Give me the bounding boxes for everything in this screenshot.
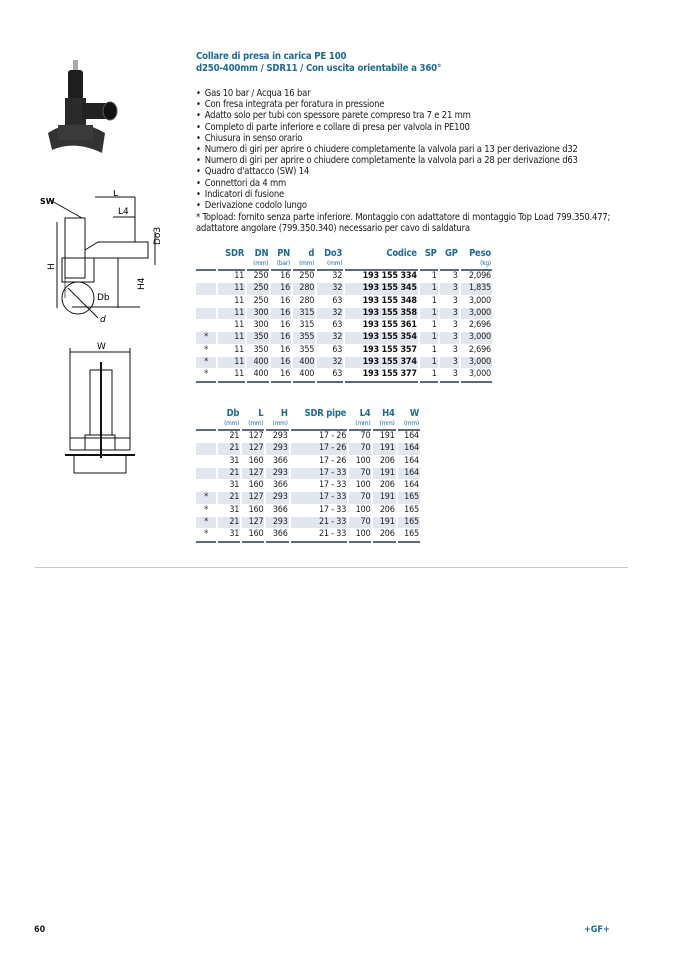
table-cell: 21 xyxy=(218,517,240,528)
table-cell: 3 xyxy=(440,269,459,282)
table-cell: 165 xyxy=(398,492,420,503)
header-label: SDR pipe xyxy=(304,408,347,419)
column-header xyxy=(345,249,418,268)
table-cell: 193 155 348 xyxy=(362,295,417,306)
label-d: d xyxy=(100,315,106,325)
column-header xyxy=(247,249,269,268)
table-cell: 11 xyxy=(234,344,245,355)
table-cell: 164 xyxy=(404,455,419,466)
table-cell: 206 xyxy=(379,504,395,515)
table-cell: 1,835 xyxy=(461,283,492,294)
table-cell: 400 xyxy=(293,357,315,368)
table-cell: 1 xyxy=(431,344,437,355)
topload-note: * Topload: fornito senza parte inferiore. Montaggio con adattatore di montaggio Top Load 799.350.477; adattatore angolare (799.350.340) necessario per cavo di saldatura xyxy=(196,212,611,235)
topload-marker xyxy=(196,283,216,294)
feature-item: • Gas 10 bar / Acqua 16 bar xyxy=(196,88,578,99)
table-cell: 3 xyxy=(452,295,458,306)
table-cell: 70 xyxy=(349,468,371,479)
table-cell: 165 xyxy=(404,504,419,515)
feature-item: • Con fresa integrata per foratura in pressione xyxy=(196,99,578,110)
table-cell: 160 xyxy=(248,455,264,466)
header-unit: (mm) xyxy=(403,419,419,427)
table-cell: 250 xyxy=(253,295,269,306)
feature-item: • Numero di giri per aprire o chiudere completamente la valvola pari a 28 per derivazione d63 xyxy=(196,155,578,166)
table-cell: 11 xyxy=(218,332,245,343)
table-cell: 32 xyxy=(317,357,343,368)
table-cell: 16 xyxy=(271,308,291,319)
table-cell: 32 xyxy=(317,332,343,343)
header-label: W xyxy=(409,408,419,419)
table-row xyxy=(196,345,492,356)
table-cell: 16 xyxy=(271,332,291,343)
table-cell: 193 155 361 xyxy=(362,320,417,331)
feature-item: • Numero di giri per aprire o chiudere completamente la valvola pari a 13 per derivazione d32 xyxy=(196,144,578,155)
table-cell: 165 xyxy=(398,517,420,528)
table-cell: 70 xyxy=(349,429,371,442)
table-cell: 63 xyxy=(317,369,343,382)
table-cell: 21 xyxy=(218,492,240,503)
table-cell: 400 xyxy=(293,369,315,382)
table-cell: 21 - 33 xyxy=(291,517,348,528)
header-label: SDR xyxy=(225,248,245,259)
header-label: H4 xyxy=(382,408,395,419)
column-header xyxy=(293,249,315,268)
table-cell: 3 xyxy=(440,283,459,294)
table-cell: 300 xyxy=(247,308,269,319)
header-unit xyxy=(292,419,347,428)
table-cell: 366 xyxy=(272,504,288,515)
header-label: H xyxy=(280,408,288,419)
table-row xyxy=(196,283,492,294)
header-unit: (kg) xyxy=(480,259,491,267)
gf-logo: +GF+ xyxy=(584,925,610,935)
topload-marker xyxy=(196,296,216,307)
table-cell: 2,696 xyxy=(468,320,491,331)
table-row xyxy=(196,320,492,331)
table-cell: 16 xyxy=(271,369,291,382)
table-cell: 21 xyxy=(218,429,240,442)
header-unit: (bar) xyxy=(276,259,291,267)
column-header xyxy=(398,409,420,428)
table-row xyxy=(196,369,492,382)
table-cell: 1 xyxy=(420,283,438,294)
table-cell: 366 xyxy=(272,480,288,491)
table-row xyxy=(196,443,420,454)
table-row xyxy=(196,429,420,442)
table-cell: 16 xyxy=(280,320,291,331)
table-cell: 1 xyxy=(420,332,438,343)
divider xyxy=(35,567,628,568)
table-cell: 3,000 xyxy=(468,295,491,306)
header-unit xyxy=(197,414,215,423)
topload-marker xyxy=(196,320,216,331)
header-label: GP xyxy=(444,248,458,259)
table-cell: 3 xyxy=(440,369,459,382)
table-cell: 206 xyxy=(373,529,395,542)
column-header xyxy=(196,249,216,268)
header-unit: (mm) xyxy=(272,419,288,427)
table-row xyxy=(196,332,492,343)
topload-marker: * xyxy=(204,504,208,515)
column-header xyxy=(291,409,348,428)
column-header xyxy=(461,249,492,268)
column-header xyxy=(218,249,245,268)
table-row xyxy=(196,529,420,542)
table-row xyxy=(196,296,492,307)
table-cell: 160 xyxy=(248,480,264,491)
table-cell: 11 xyxy=(218,357,245,368)
topload-marker: * xyxy=(196,332,216,343)
header-label: Codice xyxy=(386,248,417,259)
table-row xyxy=(196,456,420,467)
column-header xyxy=(196,409,216,428)
table-cell: 355 xyxy=(293,332,315,343)
label-do3: Do3 xyxy=(153,226,163,245)
header-label: L xyxy=(258,408,264,419)
table-cell: 191 xyxy=(373,443,395,454)
label-l4: L4 xyxy=(118,207,129,217)
table-cell: 21 xyxy=(218,468,240,479)
table-cell: 160 xyxy=(242,529,264,542)
table-cell: 250 xyxy=(247,283,269,294)
table-cell: 32 xyxy=(317,283,343,294)
table-cell: 70 xyxy=(349,443,371,454)
topload-marker: * xyxy=(196,492,216,503)
header-unit: (mm) xyxy=(379,419,395,427)
topload-marker xyxy=(196,480,216,491)
table-cell: 1 xyxy=(431,320,437,331)
header-unit: (mm) xyxy=(248,419,264,427)
column-header xyxy=(420,249,438,268)
title-line-2: d250-400mm / SDR11 / Con uscita orientabile a 360° xyxy=(196,63,442,74)
table-cell: 280 xyxy=(299,295,315,306)
header-label: d xyxy=(308,248,315,259)
table-cell: 31 xyxy=(218,529,240,542)
table-cell: 191 xyxy=(373,492,395,503)
table-cell: 400 xyxy=(247,357,269,368)
table-cell: 11 xyxy=(218,369,245,382)
table-cell: 191 xyxy=(373,468,395,479)
table-cell: 350 xyxy=(253,344,269,355)
table-cell: 300 xyxy=(253,320,269,331)
table-cell: 3 xyxy=(440,308,459,319)
table-cell: 3 xyxy=(440,357,459,368)
table-row xyxy=(196,492,420,503)
topload-marker xyxy=(196,456,216,467)
header-unit: (mm) xyxy=(299,259,315,267)
feature-item: • Derivazione codolo lungo xyxy=(196,200,578,211)
table-cell: 293 xyxy=(266,517,288,528)
topload-marker xyxy=(196,308,216,319)
feature-item: • Quadro d'attacco (SW) 14 xyxy=(196,166,578,177)
header-label: Peso xyxy=(469,248,491,259)
table-cell: 127 xyxy=(242,429,264,442)
header-label: L4 xyxy=(359,408,371,419)
table-row xyxy=(196,480,420,491)
table-cell: 21 - 33 xyxy=(291,529,348,542)
table-cell: 100 xyxy=(349,529,371,542)
table-cell: 366 xyxy=(266,529,288,542)
feature-item: • Indicatori di fusione xyxy=(196,189,578,200)
table-cell: 63 xyxy=(332,344,343,355)
header-unit: (mm) xyxy=(224,419,240,427)
table-cell: 206 xyxy=(379,455,395,466)
header-unit: (mm) xyxy=(253,259,269,267)
header-label: Db xyxy=(226,408,240,419)
table-cell: 17 - 33 xyxy=(318,504,347,515)
feature-item: • Chiusura in senso orario xyxy=(196,133,578,144)
table-cell: 193 155 374 xyxy=(345,357,418,368)
side-section-drawing xyxy=(40,190,180,340)
header-unit xyxy=(441,259,458,268)
label-h4: H4 xyxy=(137,277,147,290)
feature-item: • Connettori da 4 mm xyxy=(196,178,578,189)
table-cell: 164 xyxy=(398,429,420,442)
table-cell: 164 xyxy=(398,443,420,454)
table-cell: 32 xyxy=(317,269,343,282)
table-cell: 17 - 33 xyxy=(318,480,347,491)
label-l: L xyxy=(113,190,119,199)
table-cell: 11 xyxy=(218,283,245,294)
table-cell: 31 xyxy=(229,504,240,515)
table-row xyxy=(196,468,420,479)
table-cell: 1 xyxy=(420,357,438,368)
page-number: 60 xyxy=(34,925,46,935)
topload-marker: * xyxy=(196,529,216,542)
topload-marker xyxy=(196,429,216,442)
column-header xyxy=(349,409,371,428)
topload-marker xyxy=(196,269,216,282)
table-cell: 32 xyxy=(317,308,343,319)
topload-marker xyxy=(196,468,216,479)
table-cell: 193 155 334 xyxy=(345,269,418,282)
topload-marker: * xyxy=(196,369,216,382)
table-cell: 3,000 xyxy=(461,332,492,343)
table-cell: 160 xyxy=(248,504,264,515)
table-cell: 3,000 xyxy=(461,369,492,382)
table-cell: 16 xyxy=(271,357,291,368)
header-unit xyxy=(346,259,417,268)
table-cell: 1 xyxy=(420,308,438,319)
header-unit: (mm) xyxy=(355,419,371,427)
table-cell: 11 xyxy=(234,320,245,331)
table-cell: 191 xyxy=(373,517,395,528)
title-line-1: Collare di presa in carica PE 100 xyxy=(196,51,347,62)
table-cell: 165 xyxy=(398,529,420,542)
table-cell: 193 155 358 xyxy=(345,308,418,319)
table-cell: 193 155 357 xyxy=(362,344,417,355)
column-header xyxy=(242,409,264,428)
column-header xyxy=(440,249,459,268)
table-cell: 11 xyxy=(234,295,245,306)
table-row xyxy=(196,308,492,319)
table-cell: 127 xyxy=(242,468,264,479)
label-db: Db xyxy=(97,293,110,303)
header-label: SP xyxy=(424,248,437,259)
table-cell: 280 xyxy=(293,283,315,294)
table-cell: 1 xyxy=(431,295,437,306)
column-header xyxy=(317,249,343,268)
product-photo xyxy=(40,55,120,155)
table-cell: 16 xyxy=(280,295,291,306)
column-header xyxy=(218,409,240,428)
label-sw: SW xyxy=(40,197,55,206)
feature-item: • Completo di parte inferiore e collare di presa per valvola in PE100 xyxy=(196,122,578,133)
table-cell: 293 xyxy=(266,429,288,442)
table-cell: 293 xyxy=(266,468,288,479)
header-unit xyxy=(197,254,215,263)
front-view-drawing xyxy=(60,340,140,475)
table-cell: 63 xyxy=(332,320,343,331)
table-cell: 193 155 354 xyxy=(345,332,418,343)
table-cell: 3 xyxy=(440,332,459,343)
table-cell: 193 155 377 xyxy=(345,369,418,382)
table-cell: 31 xyxy=(229,455,240,466)
table-cell: 17 - 33 xyxy=(291,492,348,503)
table-cell: 3 xyxy=(452,320,458,331)
table-cell: 3,000 xyxy=(461,357,492,368)
dimensions-table xyxy=(194,408,422,544)
table-cell: 17 - 33 xyxy=(291,468,348,479)
table-cell: 3,000 xyxy=(461,308,492,319)
table-cell: 17 - 26 xyxy=(291,429,348,442)
table-cell: 315 xyxy=(293,308,315,319)
table-cell: 17 - 26 xyxy=(318,455,347,466)
table-cell: 3 xyxy=(452,344,458,355)
header-unit xyxy=(421,259,437,268)
table-cell: 366 xyxy=(272,455,288,466)
table-cell: 1 xyxy=(420,369,438,382)
table-cell: 16 xyxy=(271,269,291,282)
table-cell: 2,696 xyxy=(468,344,491,355)
label-w: W xyxy=(97,342,106,352)
table-row xyxy=(196,505,420,516)
header-unit xyxy=(219,259,244,268)
topload-marker: * xyxy=(204,344,208,355)
table-cell: 350 xyxy=(247,332,269,343)
table-row xyxy=(196,517,420,528)
table-cell: 17 - 26 xyxy=(291,443,348,454)
table-cell: 31 xyxy=(229,480,240,491)
table-cell: 293 xyxy=(266,443,288,454)
table-cell: 70 xyxy=(349,492,371,503)
table-row xyxy=(196,357,492,368)
table-cell: 293 xyxy=(266,492,288,503)
column-header xyxy=(266,409,288,428)
table-cell: 315 xyxy=(299,320,315,331)
table-row xyxy=(196,269,492,282)
table-cell: 193 155 345 xyxy=(345,283,418,294)
header-unit: (mm) xyxy=(327,259,343,267)
column-header xyxy=(373,409,395,428)
table-cell: 70 xyxy=(349,517,371,528)
table-cell: 127 xyxy=(242,443,264,454)
table-cell: 100 xyxy=(355,480,371,491)
table-cell: 100 xyxy=(355,504,371,515)
topload-marker xyxy=(196,443,216,454)
table-cell: 127 xyxy=(242,517,264,528)
table-cell: 164 xyxy=(404,480,419,491)
table-cell: 63 xyxy=(332,295,343,306)
column-header xyxy=(271,249,291,268)
header-label: PN xyxy=(277,248,291,259)
table-cell: 21 xyxy=(218,443,240,454)
table-cell: 400 xyxy=(247,369,269,382)
header-label: DN xyxy=(254,248,269,259)
table-cell: 100 xyxy=(355,455,371,466)
table-cell: 191 xyxy=(373,429,395,442)
table-cell: 250 xyxy=(247,269,269,282)
table-cell: 16 xyxy=(271,283,291,294)
table-cell: 164 xyxy=(398,468,420,479)
table-cell: 16 xyxy=(280,344,291,355)
product-codes-table xyxy=(194,248,494,384)
table-cell: 206 xyxy=(379,480,395,491)
feature-list xyxy=(196,88,578,211)
table-cell: 127 xyxy=(242,492,264,503)
table-cell: 250 xyxy=(293,269,315,282)
table-cell: 11 xyxy=(218,308,245,319)
table-cell: 2,096 xyxy=(461,269,492,282)
table-cell: 1 xyxy=(420,269,438,282)
topload-marker: * xyxy=(196,517,216,528)
topload-marker: * xyxy=(196,357,216,368)
table-cell: 355 xyxy=(299,344,315,355)
feature-item: • Adatto solo per tubi con spessore parete compreso tra 7 e 21 mm xyxy=(196,110,578,121)
header-label: Do3 xyxy=(324,248,343,259)
product-title xyxy=(196,51,441,75)
label-h: H xyxy=(47,263,57,270)
table-cell: 11 xyxy=(218,269,245,282)
